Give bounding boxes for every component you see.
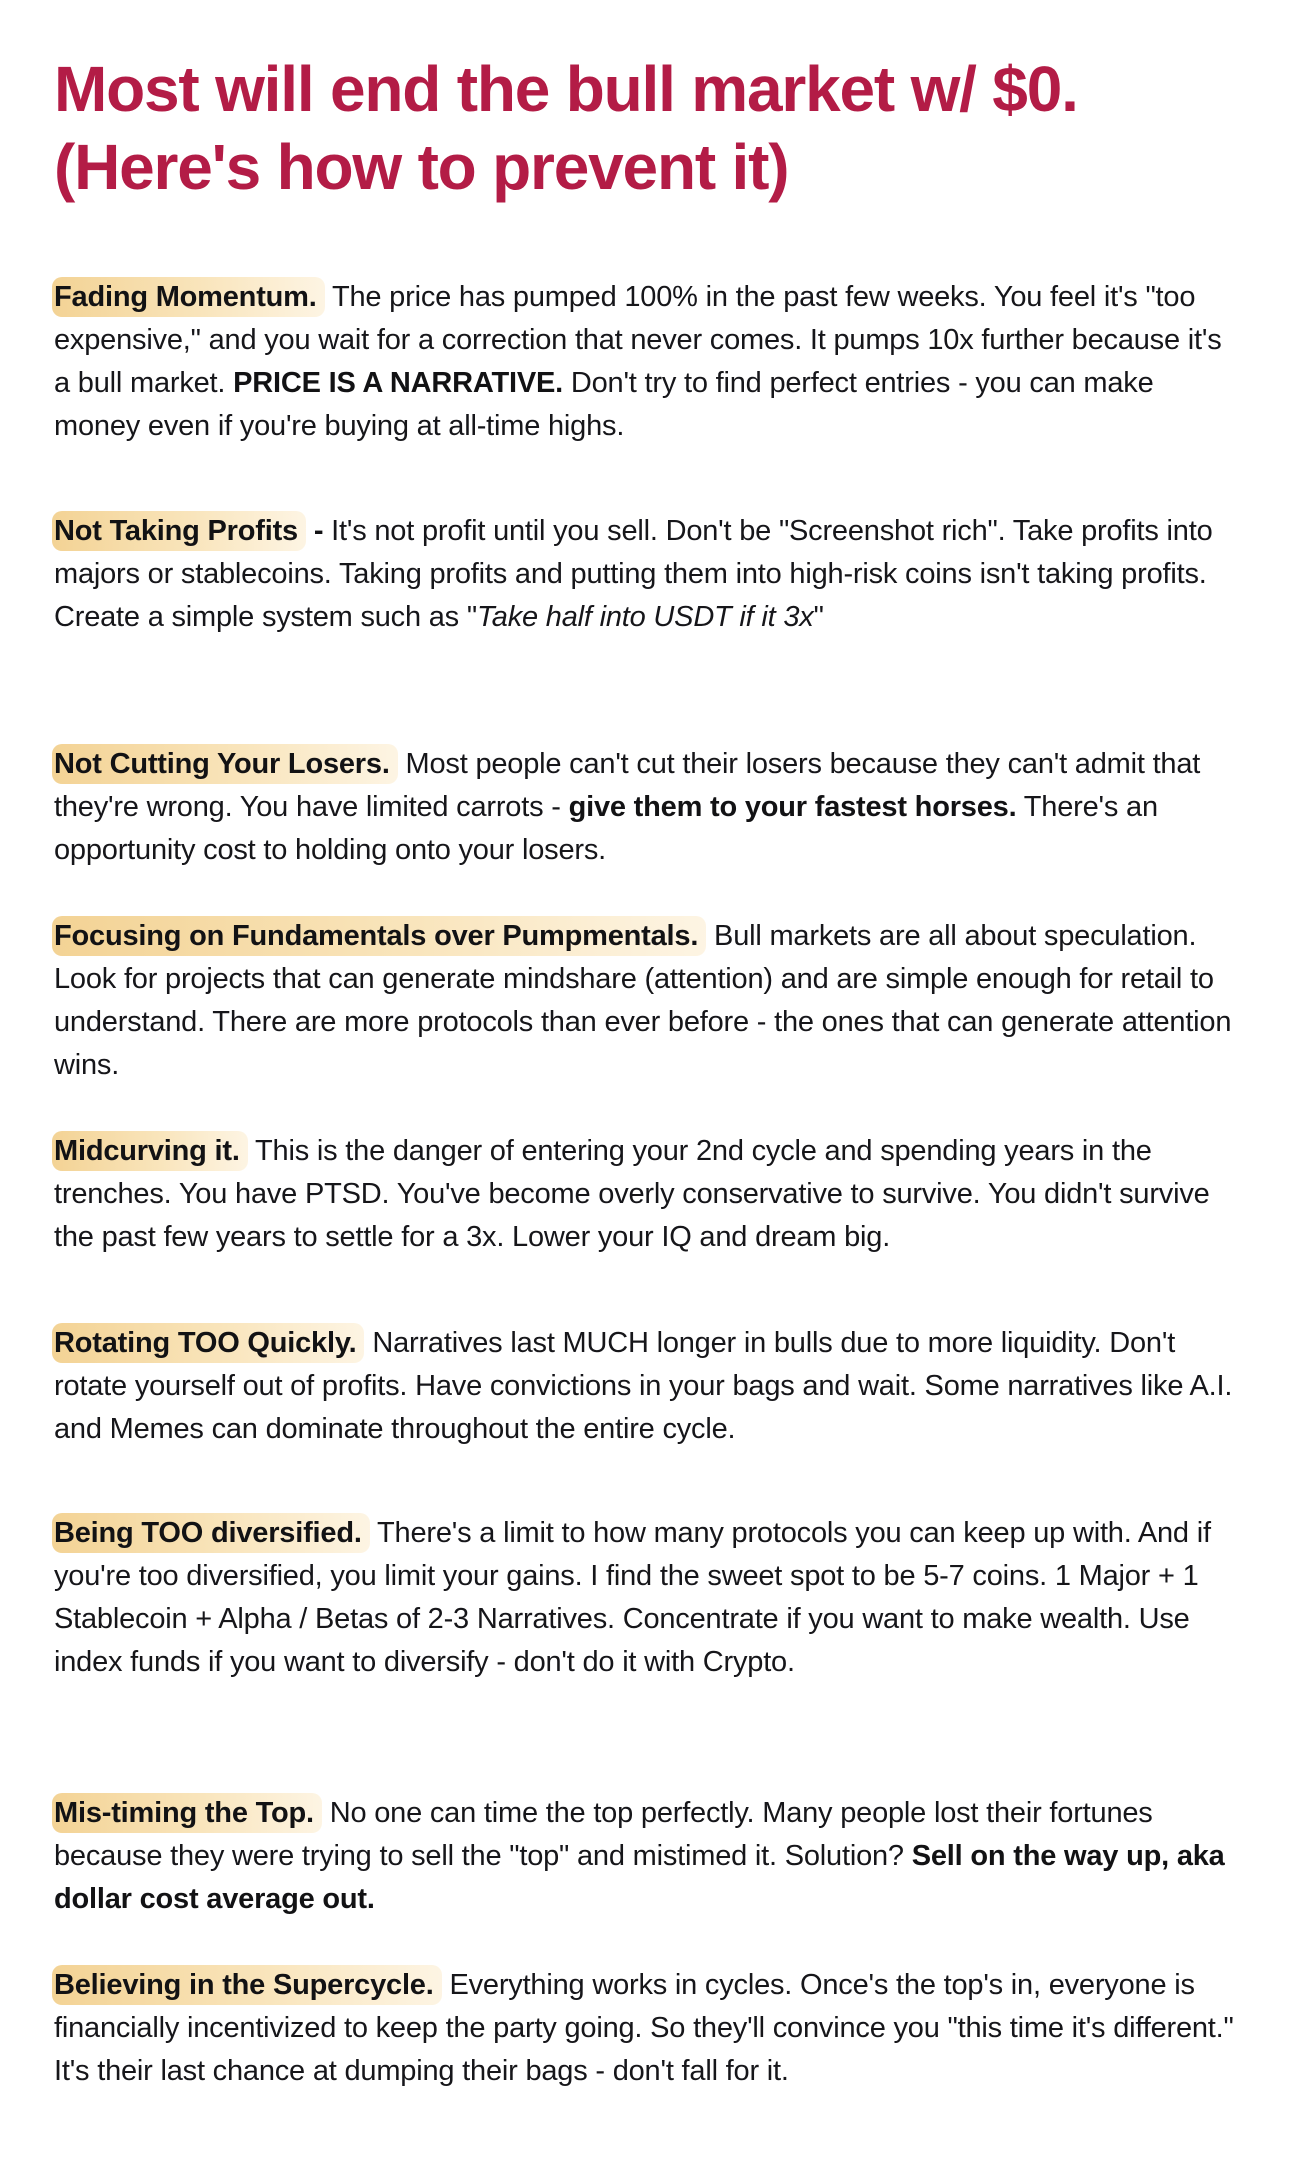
section-heading: Rotating TOO Quickly. xyxy=(52,1323,364,1363)
title-line-1: Most will end the bull market w/ $0. xyxy=(54,53,1078,125)
section-text: This is the danger of entering your 2nd cycle and spending years in the trenches. You have PTSD. You've become overly conservative to survive. You didn't survive the past few years to settle for a 3x. Lower your IQ and dream big. xyxy=(54,1135,1210,1253)
section-supercycle xyxy=(54,1964,1244,2093)
section-heading: Midcurving it. xyxy=(52,1131,248,1171)
section-heading: Not Cutting Your Losers. xyxy=(52,744,398,784)
section-text: Don't try to find perfect entries - you can make money even if you're buying at all-time highs. xyxy=(54,367,1154,442)
section-text: Everything works in cycles. Once's the top's in, everyone is financially incentivized to keep the party going. So they'll convince you "this time it's different." It's their last chance at dumping their bags - don't fall for it. xyxy=(54,1969,1234,2087)
section-dash: - xyxy=(305,515,324,547)
section-emphasis: give them to your fastest horses. xyxy=(568,791,1017,823)
section-too-diversified xyxy=(54,1512,1244,1684)
section-heading: Fading Momentum. xyxy=(52,277,325,317)
section-mistiming-top xyxy=(54,1792,1244,1921)
section-heading: Believing in the Supercycle. xyxy=(52,1965,442,2005)
section-heading: Being TOO diversified. xyxy=(52,1513,370,1553)
title-line-2: (Here's how to prevent it) xyxy=(54,131,789,203)
page-title xyxy=(54,50,1254,206)
section-text: Bull markets are all about speculation. Look for projects that can generate mindshare (attention) and are simple enough for retail to understand. There are more protocols than ever before - the ones that can generate attention wins. xyxy=(54,920,1232,1081)
section-italic-quote: Take half into USDT if it 3x xyxy=(476,601,814,633)
section-heading: Not Taking Profits xyxy=(52,511,306,551)
section-text: " xyxy=(813,601,824,633)
section-rotating-too-quickly xyxy=(54,1322,1244,1451)
section-fading-momentum xyxy=(54,276,1244,448)
section-text: It's not profit until you sell. Don't be "Screenshot rich". Take profits into majors or stablecoins. Taking profits and putting them into high-risk coins isn't taking profits. Create a simple system such as " xyxy=(54,515,1213,633)
section-text: The price has pumped 100% in the past few weeks. You feel it's "too expensive," and you wait for a correction that never comes. It pumps 10x further because it's a bull market. xyxy=(54,281,1222,399)
section-not-taking-profits xyxy=(54,510,1244,639)
section-text: Most people can't cut their losers because they can't admit that they're wrong. You have limited carrots - xyxy=(54,748,1201,823)
section-not-cutting-losers xyxy=(54,743,1244,872)
section-text: Narratives last MUCH longer in bulls due to more liquidity. Don't rotate yourself out of profits. Have convictions in your bags and wait. Some narratives like A.I. and Memes can dominate throughout the entire cycle. xyxy=(54,1327,1233,1445)
section-text: No one can time the top perfectly. Many people lost their fortunes because they were trying to sell the "top" and mistimed it. Solution? xyxy=(54,1797,1153,1872)
section-emphasis: PRICE IS A NARRATIVE. xyxy=(233,367,564,399)
section-text: There's an opportunity cost to holding onto your losers. xyxy=(54,791,1158,866)
section-emphasis: Sell on the way up, aka dollar cost average out. xyxy=(54,1840,1225,1915)
section-text: There's a limit to how many protocols you can keep up with. And if you're too diversified, you limit your gains. I find the sweet spot to be 5-7 coins. 1 Major + 1 Stablecoin + Alpha / Betas of 2-3 Narratives. Concentrate if you want to make wealth. Use index funds if you want to diversify - don't do it with Crypto. xyxy=(54,1517,1211,1678)
section-heading: Mis-timing the Top. xyxy=(52,1793,322,1833)
section-midcurving xyxy=(54,1130,1244,1259)
section-heading: Focusing on Fundamentals over Pumpmentals. xyxy=(52,916,706,956)
section-fundamentals-over-pumpmentals xyxy=(54,915,1244,1087)
